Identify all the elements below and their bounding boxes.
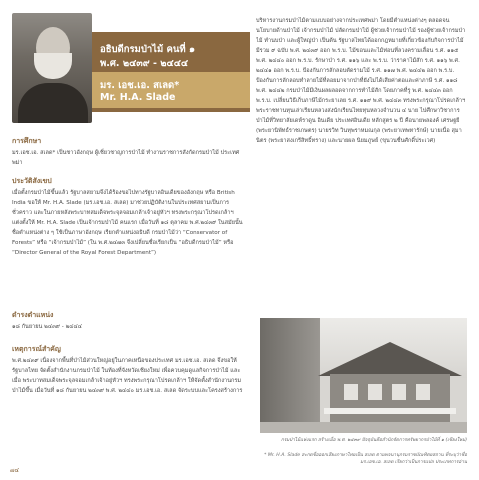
education-text [12, 148, 244, 168]
term-text [12, 322, 244, 332]
photo-window [392, 384, 406, 400]
photo-window [368, 384, 382, 400]
career-paragraph: เมื่อตั้งกรมป่าไม้ขึ้นแล้ว รัฐบาลสยามจึงได้ร้องขอไปทางรัฐบาลอินเดียของอังกฤษ หรือ British India ขอให้ Mr. H.A. Slade (มร.เอช.เอ. สเลด) มาช่วยปฏิบัติงานในประเทศสยามเป็นการชั่วคราว และในภายหลังพระบาทสมเด็จพระจุลจอมเกล้าเจ้าอยู่หัวฯ ทรงพระกรุณาโปรดเกล้าฯ แต่งตั้งให้ Mr. H.A. Slade เป็นเจ้ากรมป่าไม้ คนแรก เมื่อวันที่ ๑๘ ตุลาคม พ.ศ.๒๔๓๙ ในสมัยนั้นชื่อตำแหน่งต่าง ๆ ใช้เป็นภาษาอังกฤษ เรียกตำแหน่งอธิบดี กรมป่าไม้ว่า “Conservator of Forests” หรือ “เจ้ากรมป่าไม้” (ใน พ.ศ.๒๔๗๓ จึงเปลี่ยนชื่อเรียกเป็น “อธิบดีกรมป่าไม้” หรือ “Director General of the Royal Forest Department”) [12, 190, 243, 256]
photo-roof [318, 342, 462, 376]
portrait-photo [12, 13, 92, 123]
photo-ground [260, 422, 467, 433]
portrait-coat [18, 83, 88, 123]
name-band [92, 72, 250, 108]
achievements-paragraph: พ.ศ.๒๔๓๙ เนื่องจากพื้นที่ป่าไม้ส่วนใหญ่อยู่ในภาคเหนือของประเทศ มร.เอช.เอ. สเลด จึงขอให้รัฐบาลไทย จัดตั้งสำนักงานกรมป่าไม้ ในท้องที่จังหวัดเชียงใหม่ เพื่อควบคุมดูแลกิจการป่าไม้ และเมื่อ พระบาทสมเด็จพระจุลจอมเกล้าเจ้าอยู่หัวฯ ทรงพระกรุณาโปรดเกล้าฯ ให้จัดตั้งสำนักงานกรมป่าไม้ขึ้น เมื่อวันที่ ๑๘ กันยายน ๒๔๓๙ พ.ศ. ๒๔๔๐ มร.เอช.เอ. สเลด จัดระบบและโครงสร้างการ [12, 358, 243, 394]
achievements-heading: เหตุการณ์สำคัญ [12, 345, 61, 353]
name-thai: มร. เอช.เอ. สเลด* [100, 80, 180, 91]
portrait-beard [34, 53, 72, 79]
career-heading: ประวัติสังเขป [12, 177, 52, 185]
achievements-text [12, 356, 244, 396]
photo-tree [260, 318, 320, 433]
page-number: ๗๔ [10, 467, 20, 474]
name-english: Mr. H.A. Slade [100, 92, 176, 103]
right-column-text [256, 16, 466, 316]
term-heading: ดำรงตำแหน่ง [12, 311, 54, 319]
forestry-office-photo [260, 318, 467, 433]
photo-caption: กรมป่าไม้แห่งแรก สร้างเมื่อ พ.ศ. ๒๔๓๙ ปัจจุบันคือสำนักจัดการทรัพยากรป่าไม้ที่ ๑ (เชียงใหม่) [281, 438, 467, 443]
term-paragraph: ๑๘ กันยายน ๒๔๓๙ - ๒๔๔๔ [12, 324, 82, 330]
footnote: * Mr. H.A. Slade สะกดชื่อออกเสียงภาษาไทยเป็น สเลด ตามพจนานุกรมราชบัณฑิตยสถาน ที่ระบุว่าชื่อ มร.เอช.เอ. สเลด เรียกว่าเป็นการแปล ประเภทการอ่าน [264, 453, 467, 465]
education-paragraph: มร.เอช.เอ. สเลด* เป็นชาวอังกฤษ ผู้เชี่ยวชาญการป่าไม้ ทำงานราชการสังกัดกรมป่าไม้ ประเทศพม่า [12, 150, 240, 166]
photo-window [344, 384, 358, 400]
photo-window [416, 384, 430, 400]
title-position: อธิบดีกรมป่าไม้ คนที่ ๑ [100, 44, 195, 55]
education-heading: การศึกษา [12, 137, 42, 145]
photo-porch [324, 408, 456, 414]
title-years: พ.ศ. ๒๔๓๙ - ๒๔๔๔ [100, 58, 189, 69]
right-column-paragraph: บริหารงานกรมป่าไม้ตามแบบอย่างจากประเทศพม่า โดยมีตำแหน่งต่างๆ ตลอดจนนโยบายด้านป่าไม้ เจ้ากรมป่าไม้ ปลัดกรมป่าไม้ ผู้ช่วยเจ้ากรมป่าไม้ รองผู้ช่วยเจ้ากรมป่าไม้ ทำนบป่า และผู้ใหญ่ป่า เป็นต้น รัฐบาลไทยได้ออกกฎหมายที่เกี่ยวข้องกับกิจการป่าไม้มีรวม ๙ ฉบับ พ.ศ. ๒๔๓๙ ออก พ.ร.บ. ไม้ขอนและไม้ท่อนที่ลวงครามเลื่อน ร.ศ. ๑๑๕ พ.ศ. ๒๔๔๐ ออก พ.ร.บ. รักษาป่า ร.ศ. ๑๑๖ และ พ.ร.บ. ว่าราคาไม้สัก ร.ศ. ๑๑๖ พ.ศ. ๒๔๔๑ ออก พ.ร.บ. ป้องกันการลักลอบตัดรามไม้ ร.ศ. ๑๑๗ พ.ศ. ๒๔๔๒ ออก พ.ร.บ. ป้องกันการลักลอบทำลายไม้ที่ลอยมาจากป่าที่ยังไม่ได้เสียค่าตอและค่าภาษี ร.ศ. ๑๑๘ พ.ศ. ๒๔๔๒ กรมป่าไม้มีเงินผลผลอดจากการทำไม้สัก โดยภาคที่รู พ.ศ. ๒๔๔๓ ออก พ.ร.บ. เปลี่ยนวิธีเก็บภาษีไม้กระยาเลย ร.ศ. ๑๑๙ พ.ศ. ๒๔๔๓ ทรงพระกรุณาโปรดเกล้าฯ พระราชทานทุนเล่าเรียนหลวงส่งนักเรียนไทยทุนหลวงจำนวน ๔ นาย ไปศึกษาวิชาการป่าไม้ที่วิทยาลัยเดห์ราดูน อินเดีย ประเทศอินเดีย หลักสูตร ๒ ปี คือนายพลองค์ เศรษฐยี (พระยานิพัทธ์ราชเกษตร) นายรวิท วินทุพราหมณกุล (พระยาเทพทารักษ์) นายเนื่อ สุมานิตร (พระยาสงเกรีสิทธิ์ทราง) และนายผล นิยมภูษย์ (ขุนวนชื่นศักดิ์ประเวศ) [256, 18, 466, 144]
career-text [12, 188, 244, 258]
